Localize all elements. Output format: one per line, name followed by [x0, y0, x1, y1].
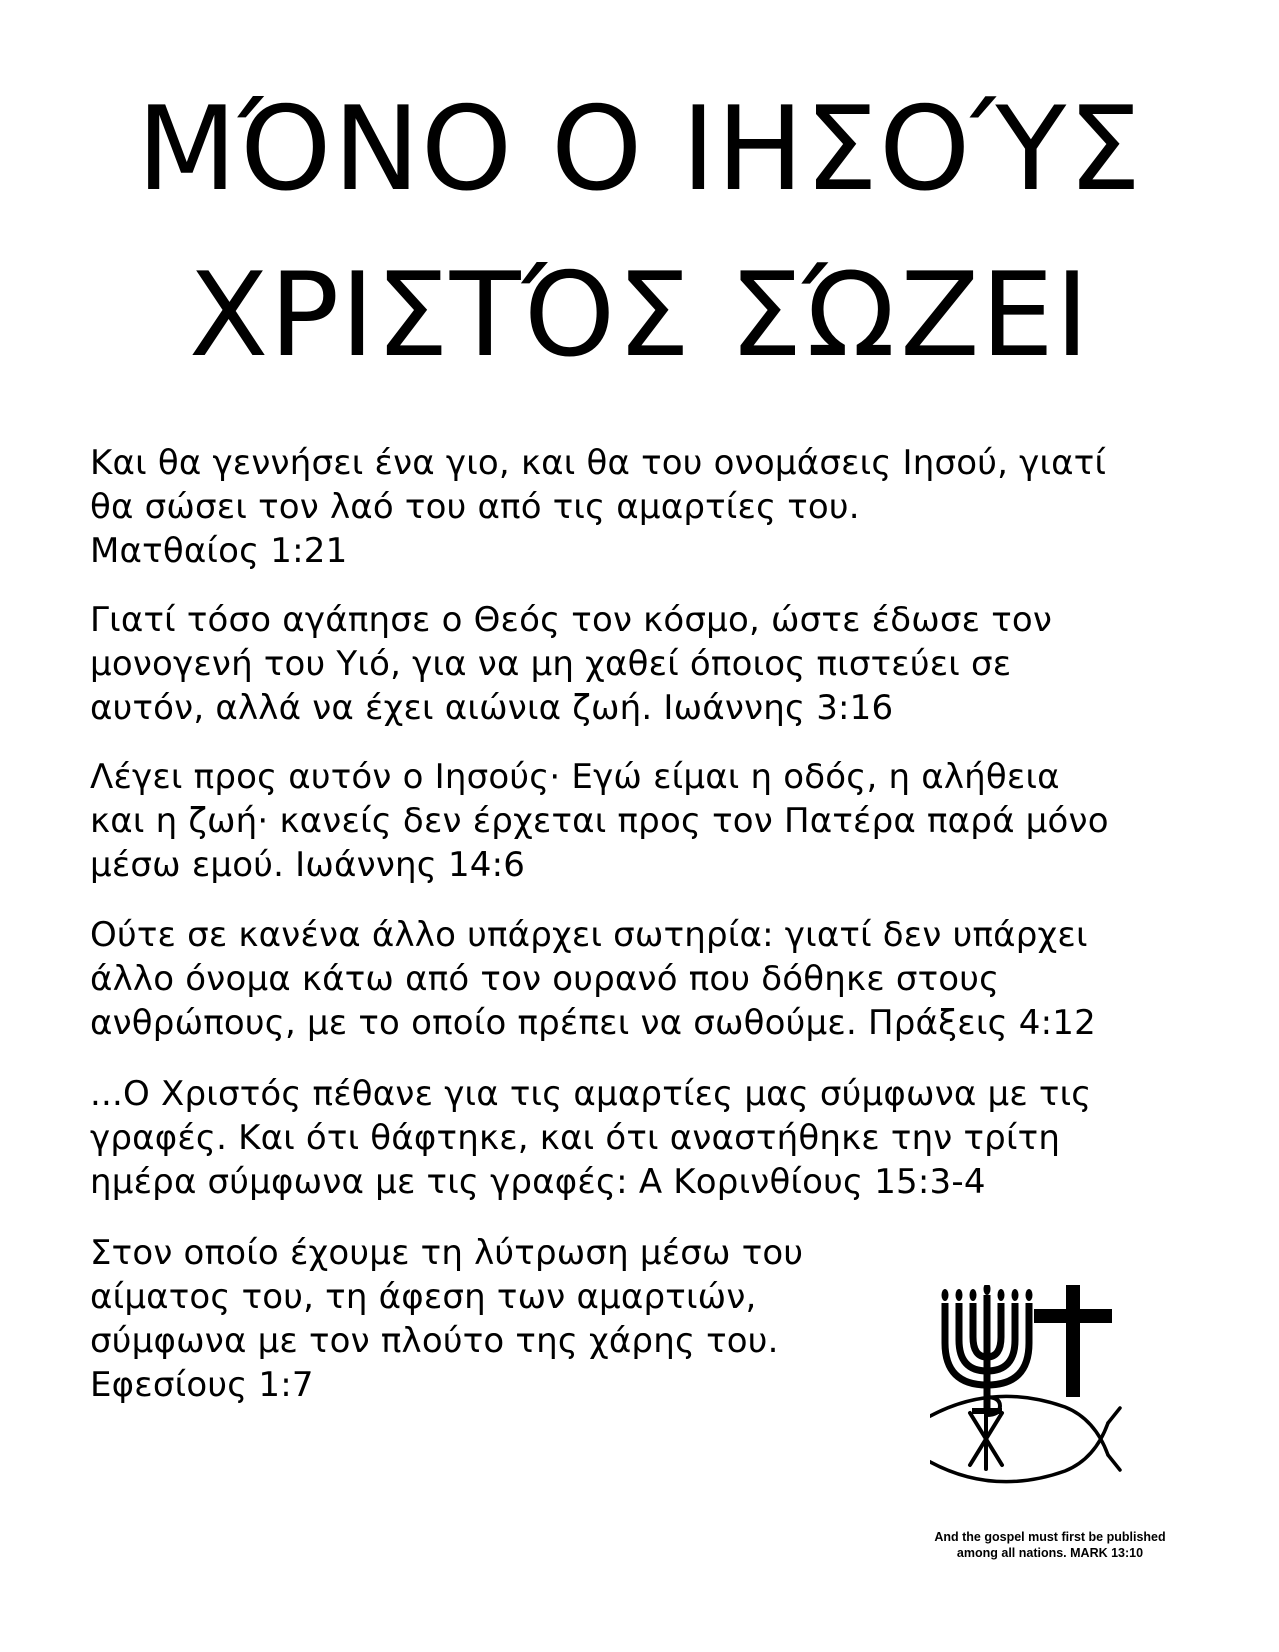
footer-caption — [880, 1529, 1220, 1561]
verse-line: αίματος του, τη άφεση των αμαρτιών, — [90, 1277, 757, 1317]
verse-line: ανθρώπους, με το οποίο πρέπει να σωθούμε. Πράξεις 4:12 — [90, 1003, 1096, 1043]
cross-icon — [1034, 1285, 1112, 1397]
chi-rho-icon — [970, 1397, 1002, 1469]
verse-line: Στον οποίο έχουμε τη λύτρωση μέσω του — [90, 1233, 804, 1273]
verse-line: και η ζωή· κανείς δεν έρχεται προς τον Πατέρα παρά μόνο — [90, 801, 1109, 841]
verse-line: Και θα γεννήσει ένα γιο, και θα του ονομάσεις Ιησού, γιατί — [90, 443, 1107, 483]
caption-line: among all nations. MARK 13:10 — [956, 1546, 1144, 1560]
verse-line: μέσω εμού. Ιωάννης 14:6 — [90, 845, 526, 885]
ichthys-chi-rho-icon — [930, 1396, 1120, 1481]
verse-line: μονογενή του Υιό, για να μη χαθεί όποιος πιστεύει σε — [90, 644, 1012, 684]
verse-line: Λέγει προς αυτόν ο Ιησούς· Εγώ είμαι η οδός, η αλήθεια — [90, 757, 1060, 797]
caption-line: And the gospel must first be published — [934, 1530, 1166, 1544]
verse-acts-4-12 — [90, 913, 1210, 1045]
verse-john-3-16 — [90, 598, 1210, 730]
page-title-line-1: ΜΌΝΟ Ο ΙΗΣΟΎΣ — [136, 82, 1143, 217]
page-title-line-2: ΧΡΙΣΤΌΣ ΣΏΖΕΙ — [188, 248, 1091, 383]
verse-line: γραφές. Και ότι θάφτηκε, και ότι αναστήθηκε την τρίτη — [90, 1118, 1061, 1158]
faith-symbols — [930, 1285, 1190, 1525]
verse-1-corinthians-15-3-4 — [90, 1072, 1210, 1204]
menorah-icon — [945, 1295, 1029, 1411]
verse-line: ημέρα σύμφωνα με τις γραφές: Α Κορινθίους 15:3-4 — [90, 1162, 986, 1202]
verse-line: Ματθαίος 1:21 — [90, 531, 348, 571]
verse-line: σύμφωνα με τον πλούτο της χάρης του. — [90, 1321, 779, 1361]
verse-line: Γιατί τόσο αγάπησε ο Θεός τον κόσμο, ώστε έδωσε τον — [90, 600, 1053, 640]
verse-matthew-1-21 — [90, 441, 1210, 573]
verse-line: άλλο όνομα κάτω από τον ουρανό που δόθηκε στους — [90, 959, 1000, 999]
verse-line: αυτόν, αλλά να έχει αιώνια ζωή. Ιωάννης 3:16 — [90, 688, 894, 728]
verse-john-14-6 — [90, 755, 1210, 887]
verse-line: ...Ο Χριστός πέθανε για τις αμαρτίες μας σύμφωνα με τις — [90, 1074, 1092, 1114]
verse-line: θα σώσει τον λαό του από τις αμαρτίες του. — [90, 487, 860, 527]
verse-line: Ούτε σε κανένα άλλο υπάρχει σωτηρία: γιατί δεν υπάρχει — [90, 915, 1088, 955]
verse-line: Εφεσίους 1:7 — [90, 1365, 314, 1405]
